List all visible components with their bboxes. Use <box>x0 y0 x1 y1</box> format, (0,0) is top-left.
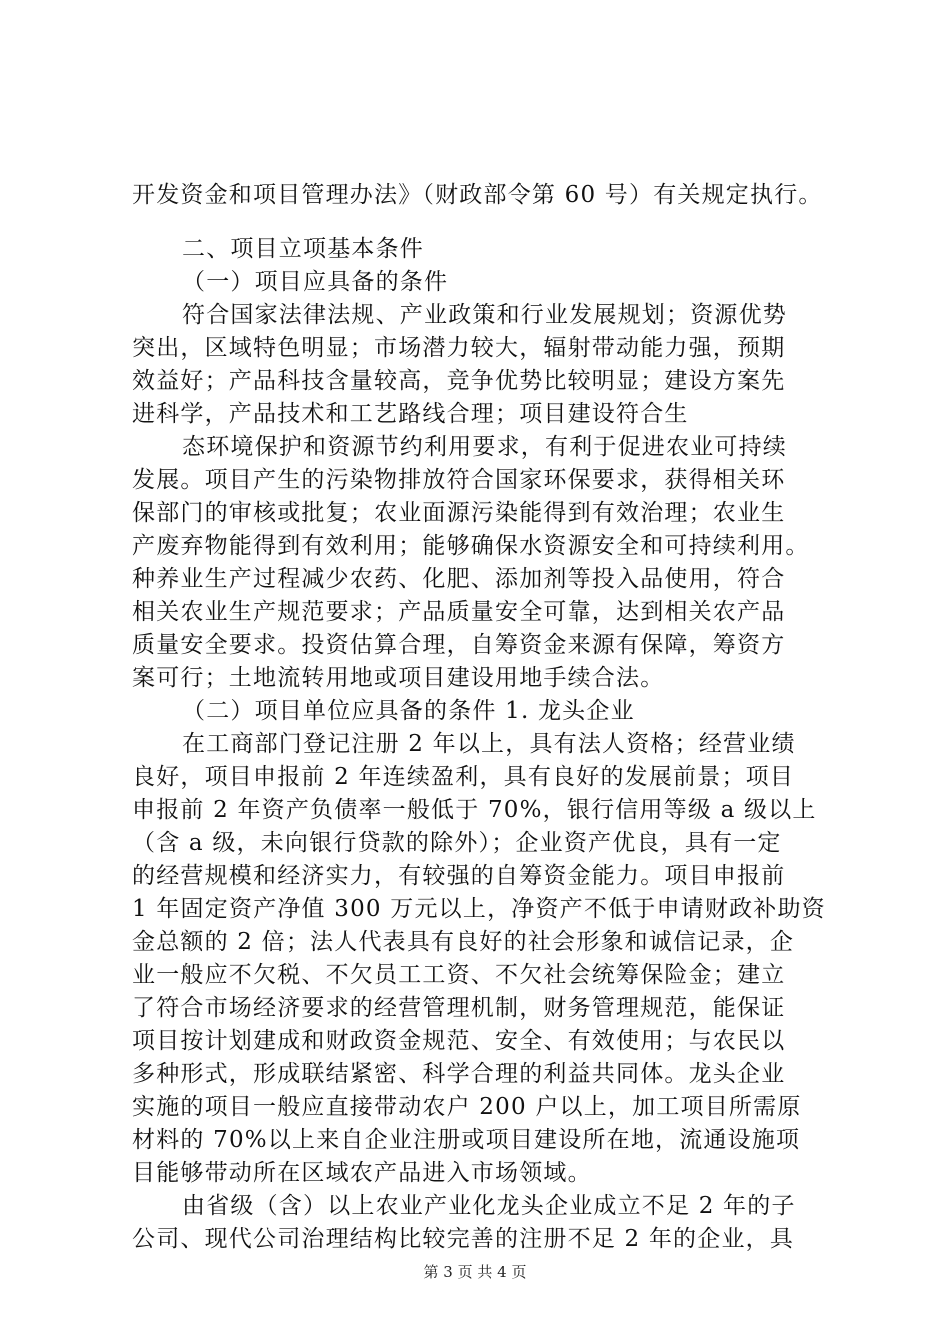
paragraph-line: 金总额的 2 倍；法人代表具有良好的社会形象和诚信记录，企 <box>132 929 795 955</box>
paragraph-line: 多种形式，形成联结紧密、科学合理的利益共同体。龙头企业 <box>132 1061 786 1087</box>
paragraph-line: 突出，区域特色明显；市场潜力较大，辐射带动能力强，预期 <box>132 335 786 361</box>
paragraph-line: 产废弃物能得到有效利用；能够确保水资源安全和可持续利用。 <box>132 533 810 559</box>
page-footer: 第 3 页 共 4 页 <box>423 1263 527 1281</box>
paragraph-line: （含 a 级，未向银行贷款的除外）；企业资产优良，具有一定 <box>132 830 782 856</box>
paragraph-line: 案可行；土地流转用地或项目建设用地手续合法。 <box>132 665 665 691</box>
subsection-heading: （二）项目单位应具备的条件 1. 龙头企业 <box>182 698 635 724</box>
subsection-heading: （一）项目应具备的条件 <box>182 269 449 295</box>
paragraph-line: 的经营规模和经济实力，有较强的自筹资金能力。项目申报前 <box>132 863 786 889</box>
paragraph-line: 目能够带动所在区域农产品进入市场领域。 <box>132 1160 592 1186</box>
paragraph-line: 项目按计划建成和财政资金规范、安全、有效使用；与农民以 <box>132 1028 786 1054</box>
paragraph-line: 材料的 70%以上来自企业注册或项目建设所在地，流通设施项 <box>132 1127 801 1153</box>
section-heading: 二、项目立项基本条件 <box>182 236 424 262</box>
paragraph-line: 符合国家法律法规、产业政策和行业发展规划；资源优势 <box>182 302 787 328</box>
paragraph-line: 实施的项目一般应直接带动农户 200 户以上，加工项目所需原 <box>132 1094 802 1120</box>
paragraph-line: 种养业生产过程减少农药、化肥、添加剂等投入品使用，符合 <box>132 566 786 592</box>
paragraph-line: 了符合市场经济要求的经营管理机制，财务管理规范，能保证 <box>132 995 786 1021</box>
paragraph-line: 业一般应不欠税、不欠员工工资、不欠社会统筹保险金；建立 <box>132 962 786 988</box>
paragraph-line: 相关农业生产规范要求；产品质量安全可靠，达到相关农产品 <box>132 599 786 625</box>
paragraph-line: 由省级（含）以上农业产业化龙头企业成立不足 2 年的子 <box>182 1193 796 1219</box>
paragraph-line: 1 年固定资产净值 300 万元以上，净资产不低于申请财政补助资 <box>132 896 826 922</box>
paragraph-line: 发展。项目产生的污染物排放符合国家环保要求，获得相关环 <box>132 467 786 493</box>
paragraph-line: 在工商部门登记注册 2 年以上，具有法人资格；经营业绩 <box>182 731 796 757</box>
paragraph-line: 态环境保护和资源节约利用要求，有利于促进农业可持续 <box>182 434 787 460</box>
paragraph-line: 良好，项目申报前 2 年连续盈利，具有良好的发展前景；项目 <box>132 764 795 790</box>
paragraph-line: 进科学，产品技术和工艺路线合理；项目建设符合生 <box>132 401 689 427</box>
paragraph-line: 开发资金和项目管理办法》（财政部令第 60 号）有关规定执行。 <box>132 182 823 208</box>
paragraph-line: 效益好；产品科技含量较高，竞争优势比较明显；建设方案先 <box>132 368 786 394</box>
paragraph-line: 公司、现代公司治理结构比较完善的注册不足 2 年的企业，具 <box>132 1226 795 1252</box>
paragraph-line: 保部门的审核或批复；农业面源污染能得到有效治理；农业生 <box>132 500 786 526</box>
paragraph-line: 质量安全要求。投资估算合理，自筹资金来源有保障，筹资方 <box>132 632 786 658</box>
paragraph-line: 申报前 2 年资产负债率一般低于 70%，银行信用等级 a 级以上 <box>132 797 817 823</box>
